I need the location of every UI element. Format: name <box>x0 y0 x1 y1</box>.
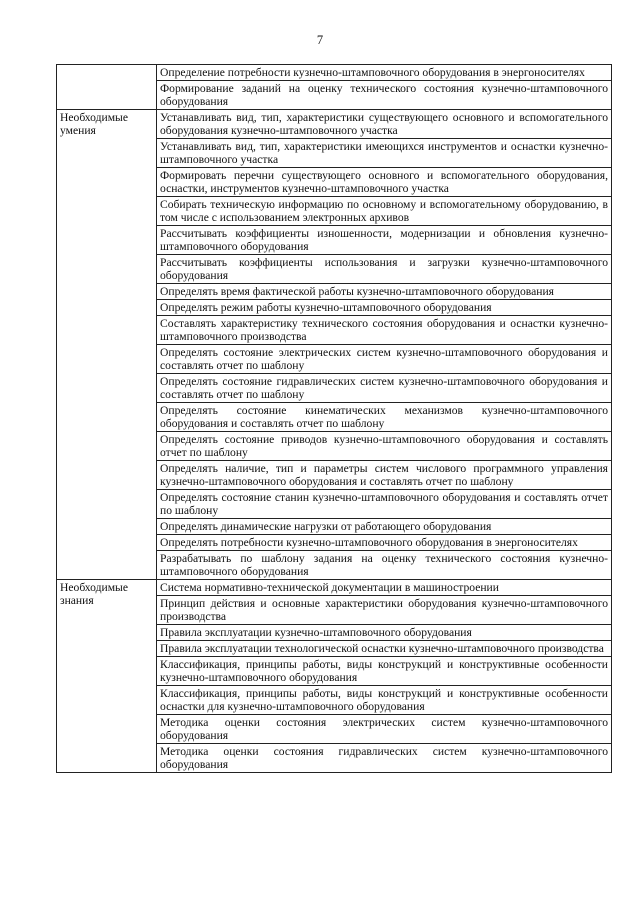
requirement-cell: Разрабатывать по шаблону задания на оценку технического состояния кузнечно-штамповочного оборудования <box>157 551 612 580</box>
requirement-cell: Определять динамические нагрузки от работающего оборудования <box>157 519 612 535</box>
requirement-cell: Устанавливать вид, тип, характеристики имеющихся инструментов и оснастки кузнечно-штамповочного участка <box>157 139 612 168</box>
requirement-cell: Составлять характеристику технического состояния оборудования и оснастки кузнечно-штамповочного производства <box>157 316 612 345</box>
requirement-cell: Определять состояние приводов кузнечно-штамповочного оборудования и составлять отчет по шаблону <box>157 432 612 461</box>
requirements-table-body <box>57 65 612 773</box>
requirement-cell: Определять время фактической работы кузнечно-штамповочного оборудования <box>157 284 612 300</box>
requirement-cell: Определять состояние станин кузнечно-штамповочного оборудования и составлять отчет по шаблону <box>157 490 612 519</box>
requirement-cell: Определять состояние гидравлических систем кузнечно-штамповочного оборудования и составлять отчет по шаблону <box>157 374 612 403</box>
requirement-cell: Определять наличие, тип и параметры систем числового программного управления кузнечно-штамповочного оборудования и составлять отчет по шаблону <box>157 461 612 490</box>
table-row <box>57 65 612 81</box>
requirement-cell: Методика оценки состояния электрических систем кузнечно-штамповочного оборудования <box>157 715 612 744</box>
requirement-cell: Определять потребности кузнечно-штамповочного оборудования в энергоносителях <box>157 535 612 551</box>
table-row <box>57 580 612 596</box>
requirement-cell: Методика оценки состояния гидравлических систем кузнечно-штамповочного оборудования <box>157 744 612 773</box>
page-number: 7 <box>316 33 324 47</box>
requirement-cell: Рассчитывать коэффициенты изношенности, модернизации и обновления кузнечно-штамповочного оборудования <box>157 226 612 255</box>
requirements-table <box>56 64 612 773</box>
requirement-cell: Формировать перечни существующего основного и вспомогательного оборудования, оснастки, инструментов кузнечно-штамповочного участка <box>157 168 612 197</box>
requirement-cell: Правила эксплуатации технологической оснастки кузнечно-штамповочного производства <box>157 641 612 657</box>
group-label-knowledge: Необходимые знания <box>57 580 157 773</box>
requirement-cell: Принцип действия и основные характеристики оборудования кузнечно-штамповочного производства <box>157 596 612 625</box>
requirement-cell: Определять состояние кинематических механизмов кузнечно-штамповочного оборудования и составлять отчет по шаблону <box>157 403 612 432</box>
requirement-cell: Правила эксплуатации кузнечно-штамповочного оборудования <box>157 625 612 641</box>
requirement-cell: Формирование заданий на оценку технического состояния кузнечно-штамповочного оборудования <box>157 81 612 110</box>
requirement-cell: Устанавливать вид, тип, характеристики существующего основного и вспомогательного оборудования кузнечно-штамповочного участка <box>157 110 612 139</box>
requirement-cell: Классификация, принципы работы, виды конструкций и конструктивные особенности кузнечно-штамповочного оборудования <box>157 657 612 686</box>
requirement-cell: Собирать техническую информацию по основному и вспомогательному оборудованию, в том числе с использованием электронных архивов <box>157 197 612 226</box>
table-row <box>57 110 612 139</box>
requirement-cell: Определять состояние электрических систем кузнечно-штамповочного оборудования и составлять отчет по шаблону <box>157 345 612 374</box>
requirement-cell: Классификация, принципы работы, виды конструкций и конструктивные особенности оснастки для кузнечно-штамповочного оборудования <box>157 686 612 715</box>
requirement-cell: Рассчитывать коэффициенты использования и загрузки кузнечно-штамповочного оборудования <box>157 255 612 284</box>
requirement-cell: Определять режим работы кузнечно-штамповочного оборудования <box>157 300 612 316</box>
group-label-skills: Необходимые умения <box>57 110 157 580</box>
requirement-cell: Система нормативно-технической документации в машиностроении <box>157 580 612 596</box>
requirement-cell: Определение потребности кузнечно-штамповочного оборудования в энергоносителях <box>157 65 612 81</box>
group-label-empty <box>57 65 157 110</box>
